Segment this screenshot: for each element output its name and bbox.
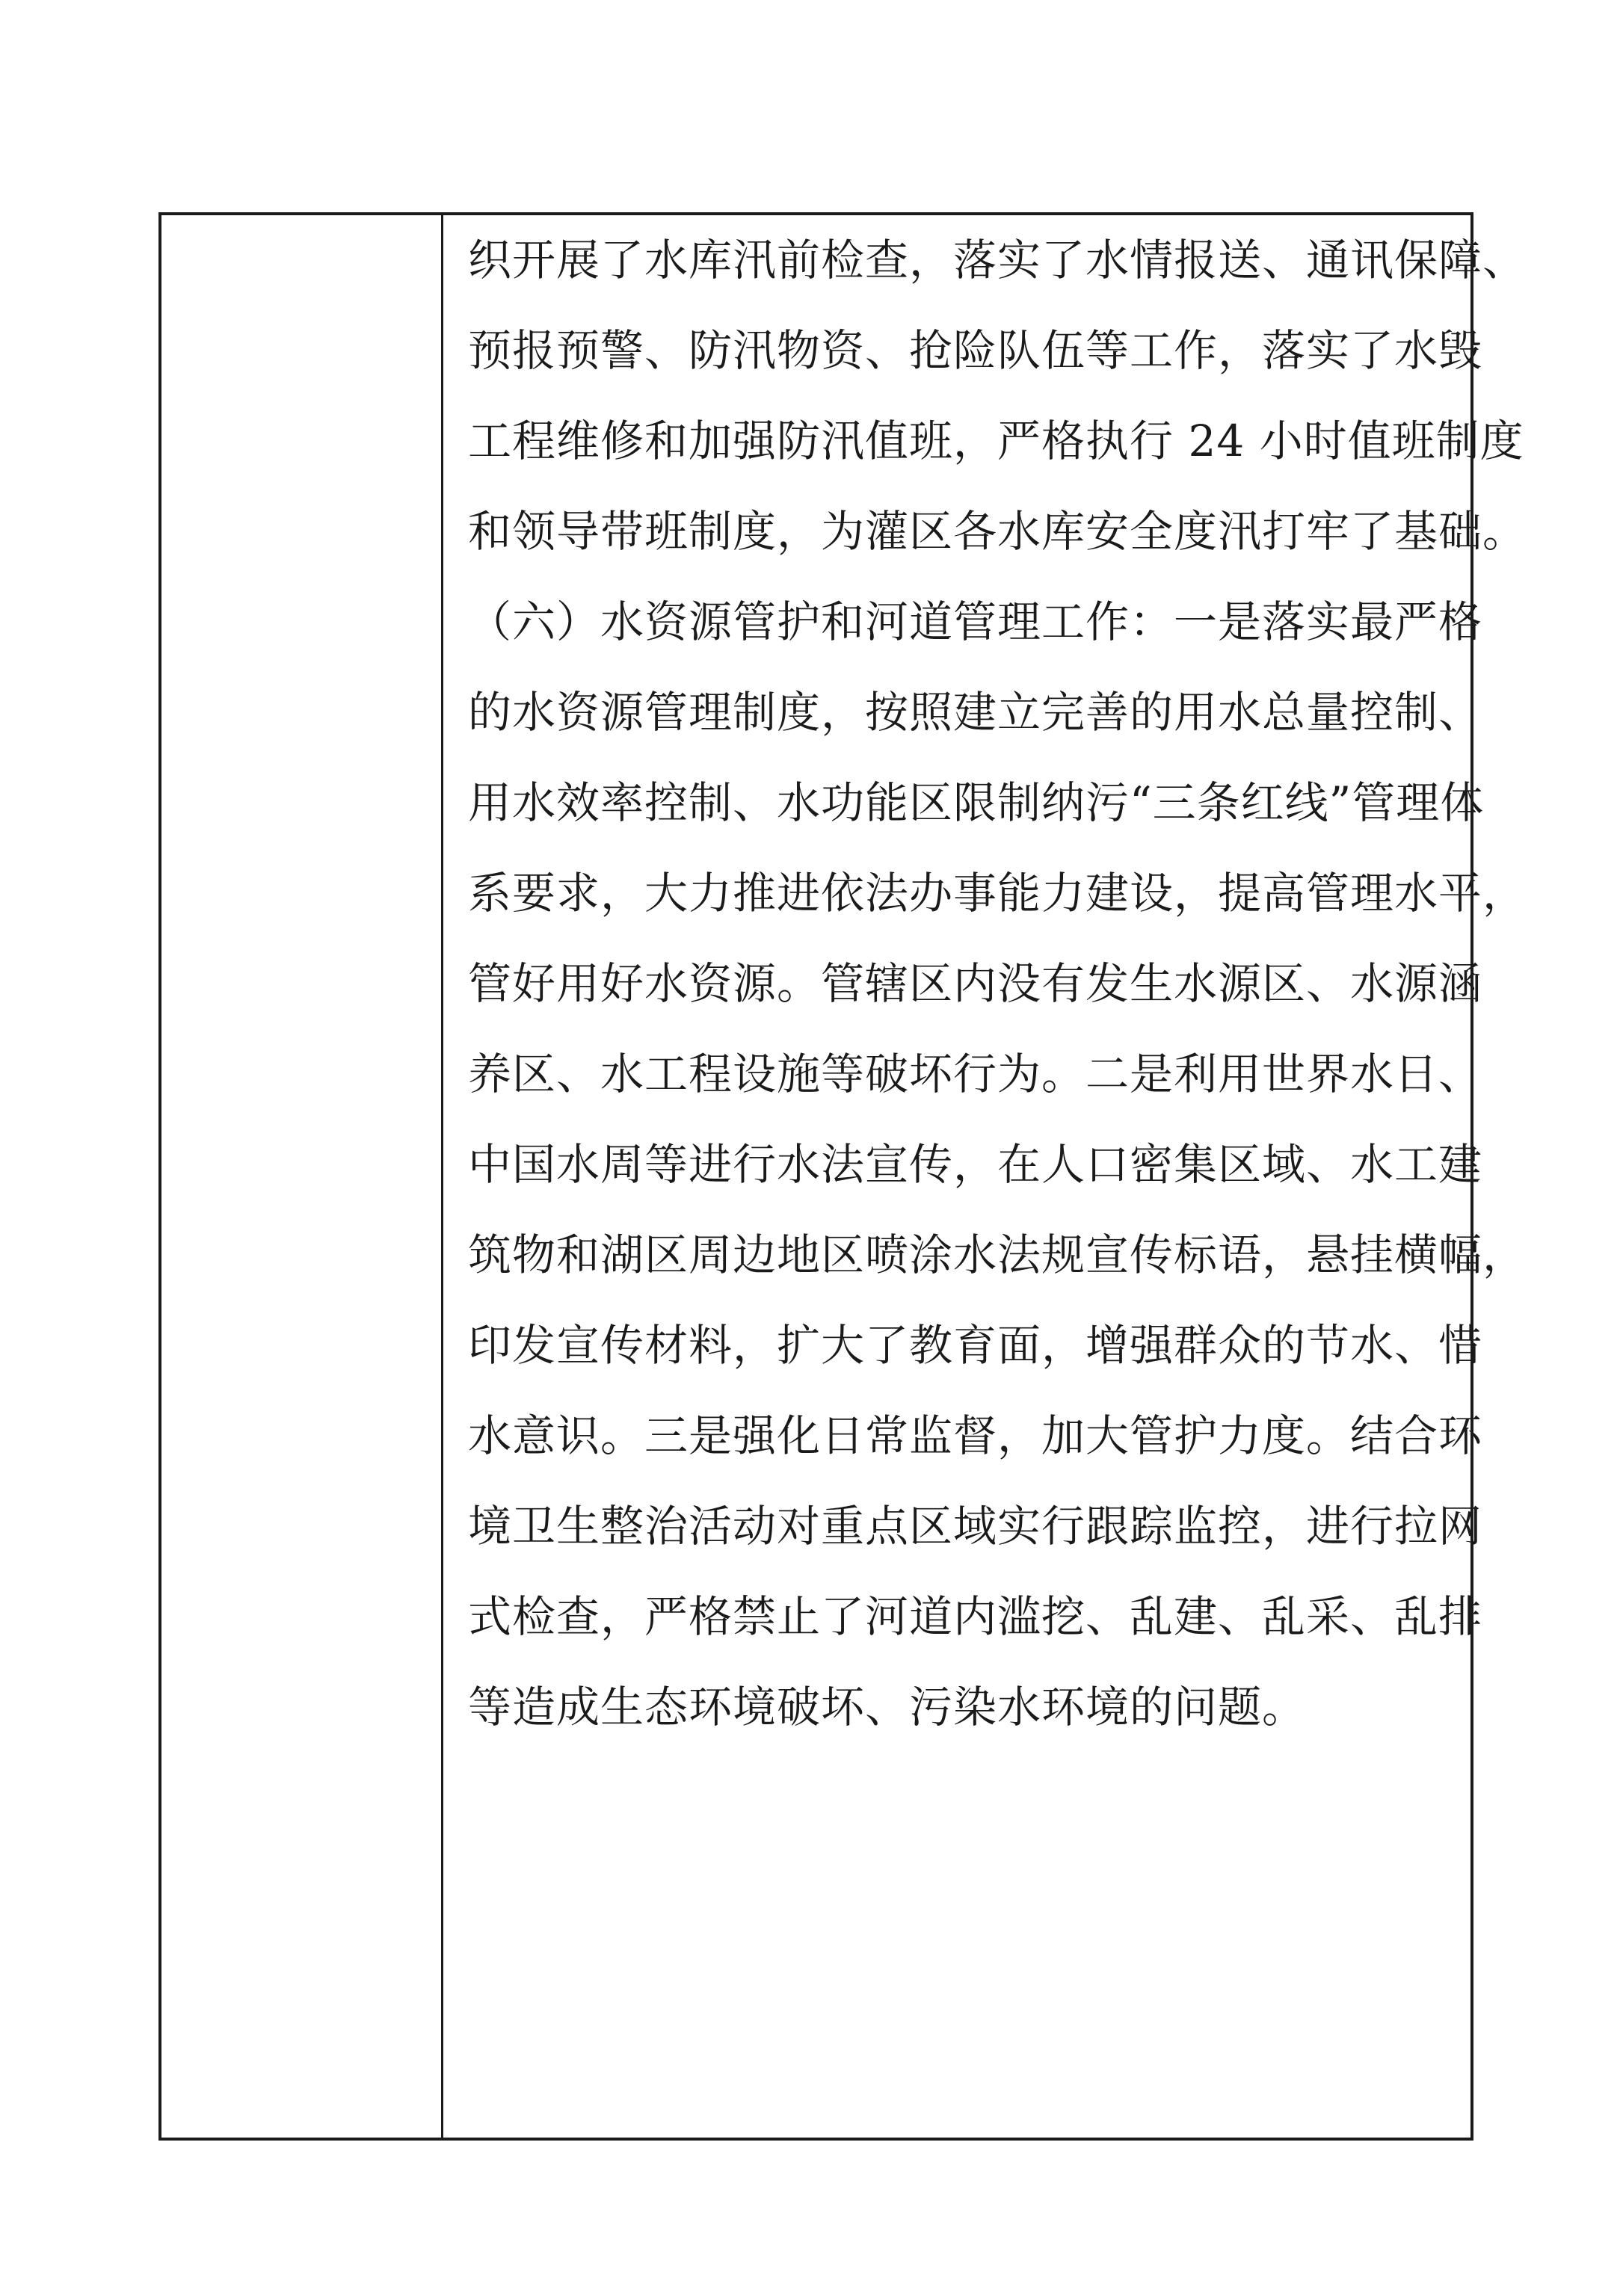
text-line: 养区、水工程设施等破坏行为。二是利用世界水日、 <box>468 1049 1483 1099</box>
text-line: 的水资源管理制度，按照建立完善的用水总量控制、 <box>468 687 1483 738</box>
text-line: （六）水资源管护和河道管理工作：一是落实最严格 <box>468 596 1483 647</box>
text-line: 筑物和湖区周边地区喷涂水法规宣传标语，悬挂横幅， <box>468 1229 1527 1280</box>
content-cell <box>468 215 1527 1753</box>
text-line: 系要求，大力推进依法办事能力建设，提高管理水平， <box>468 868 1527 919</box>
text-line: 用水效率控制、水功能区限制纳污“三条红线”管理体 <box>468 777 1485 828</box>
text-line: 织开展了水库汛前检查，落实了水情报送、通讯保障、 <box>468 235 1527 286</box>
text-line: 和领导带班制度，为灌区各水库安全度汛打牢了基础。 <box>468 506 1527 557</box>
text-line: 预报预警、防汛物资、抢险队伍等工作，落实了水毁 <box>468 325 1483 376</box>
text-line: 水意识。三是强化日常监督，加大管护力度。结合环 <box>468 1410 1483 1461</box>
text-line: 工程维修和加强防汛值班，严格执行 24 小时值班制度 <box>468 416 1524 466</box>
text-line: 式检查，严格禁止了河道内滥挖、乱建、乱采、乱排 <box>468 1591 1483 1642</box>
text-line: 境卫生整治活动对重点区域实行跟踪监控，进行拉网 <box>468 1501 1483 1552</box>
column-divider <box>441 215 443 2138</box>
form-table <box>158 212 1527 2141</box>
text-line: 等造成生态环境破坏、污染水环境的问题。 <box>468 1682 1307 1732</box>
text-line: 管好用好水资源。管辖区内没有发生水源区、水源涵 <box>468 958 1483 1009</box>
text-line: 印发宣传材料，扩大了教育面，增强群众的节水、惜 <box>468 1320 1483 1371</box>
text-line: 中国水周等进行水法宣传，在人口密集区域、水工建 <box>468 1139 1483 1190</box>
